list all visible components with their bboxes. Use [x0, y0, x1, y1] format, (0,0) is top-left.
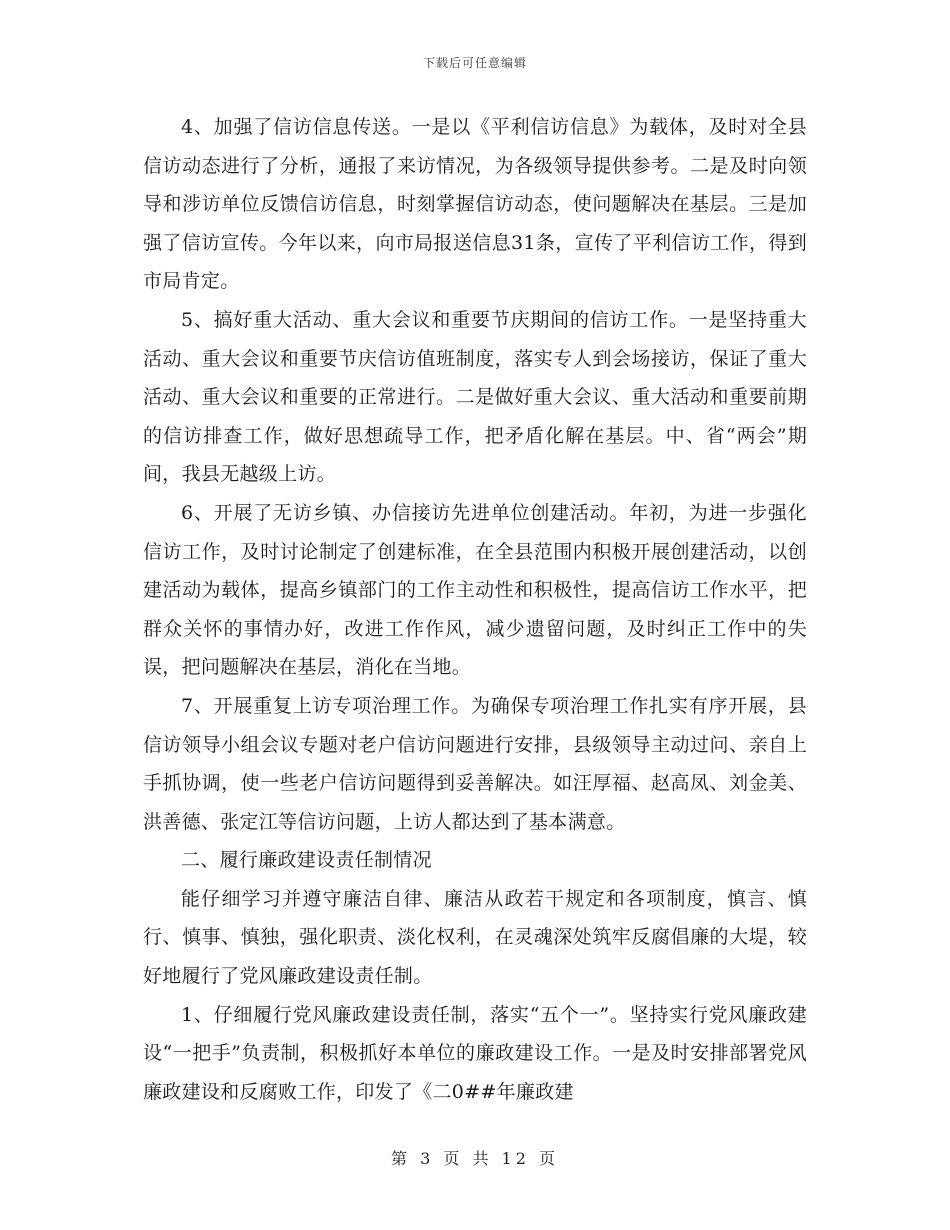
document-body	[143, 108, 807, 1111]
paragraph-item-7: 7、开展重复上访专项治理工作。为确保专项治理工作扎实有序开展，县信访领导小组会议专题对老户信访问题进行安排，县级领导主动过问、亲自上手抓协调，使一些老户信访问题得到妥善解决。如汪厚福、赵高凤、刘金美、洪善德、张定江等信访问题，上访人都达到了基本满意。	[143, 694, 807, 833]
page-number: 第 3 页 共 12 页	[391, 1149, 559, 1168]
section-intro-paragraph: 能仔细学习并遵守廉洁自律、廉洁从政若干规定和各项制度，慎言、慎行、慎事、慎独，强化职责、淡化权利，在灵魂深处筑牢反腐倡廉的大堤，较好地履行了党风廉政建设责任制。	[143, 887, 807, 988]
paragraph-item-1: 1、仔细履行党风廉政建设责任制，落实“五个一”。坚持实行党风廉政建设“一把手”负责制，积极抓好本单位的廉政建设工作。一是及时安排部署党风廉政建设和反腐败工作，印发了《二0##年廉政建	[143, 1003, 807, 1103]
page-header: 下载后可任意编辑	[422, 56, 527, 70]
section-heading: 二、履行廉政建设责任制情况	[181, 849, 432, 872]
paragraph-item-4: 4、加强了信访信息传送。一是以《平利信访信息》为载体，及时对全县信访动态进行了分析，通报了来访情况，为各级领导提供参考。二是及时向领导和涉访单位反馈信访信息，时刻掌握信访动态，使问题解决在基层。三是加强了信访宣传。今年以来，向市局报送信息31条，宣传了平利信访工作，得到市局肯定。	[143, 116, 807, 293]
paragraph-item-5: 5、搞好重大活动、重大会议和重要节庆期间的信访工作。一是坚持重大活动、重大会议和重要节庆信访值班制度，落实专人到会场接访，保证了重大活动、重大会议和重要的正常进行。二是做好重大会议、重大活动和重要前期的信访排查工作，做好思想疏导工作，把矛盾化解在基层。中、省“两会”期间，我县无越级上访。	[143, 308, 807, 486]
paragraph-item-6: 6、开展了无访乡镇、办信接访先进单位创建活动。年初，为进一步强化信访工作，及时讨论制定了创建标准，在全县范围内积极开展创建活动，以创建活动为载体，提高乡镇部门的工作主动性和积极性，提高信访工作水平，把群众关怀的事情办好，改进工作作风，减少遗留问题，及时纠正工作中的失误，把问题解决在基层，消化在当地。	[143, 501, 807, 679]
